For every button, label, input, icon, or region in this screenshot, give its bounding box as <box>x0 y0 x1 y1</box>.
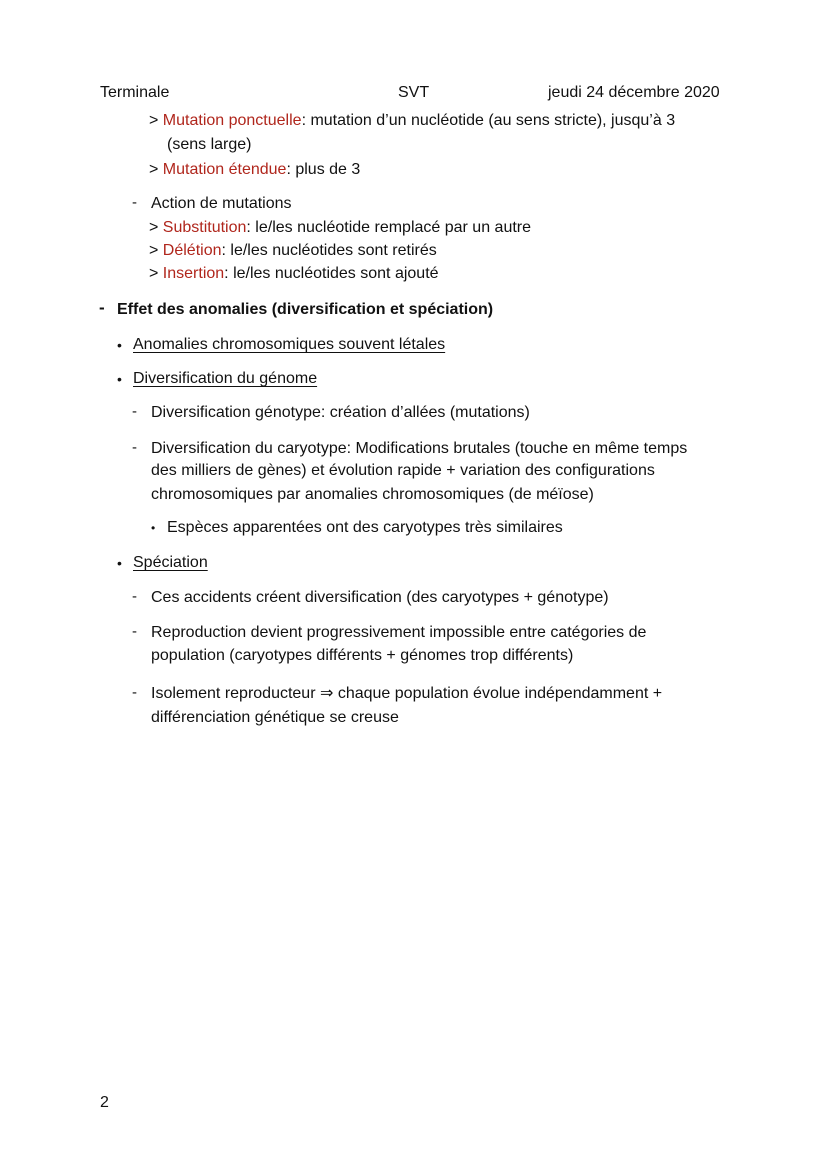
diversification-caryotype-line2: des milliers de gènes) et évolution rapide + variation des configurations <box>151 462 655 479</box>
dash-marker: - <box>132 439 137 456</box>
section-dash-marker: - <box>99 298 105 317</box>
diversification-caryotype-line3: chromosomiques par anomalies chromosomiques (de méïose) <box>151 486 594 503</box>
definition-substitution: : le/les nucléotide remplacé par un autre <box>246 219 532 236</box>
prefix-arrow: > <box>149 242 159 259</box>
prefix-arrow: > <box>149 112 159 129</box>
speciation-isolement-line1: Isolement reproducteur ⇒ chaque population évolue indépendamment + <box>151 685 663 702</box>
term-substitution: Substitution <box>162 219 247 236</box>
action-item-substitution <box>149 217 531 239</box>
bullet-marker: • <box>117 555 122 571</box>
mutation-etendue-line <box>149 159 360 181</box>
dash-marker: - <box>132 194 137 211</box>
term-mutation-etendue: Mutation étendue <box>162 161 287 178</box>
diversification-genotype-text: Diversification génotype: création d’allées (mutations) <box>151 404 530 421</box>
dash-marker: - <box>132 623 137 640</box>
definition-insertion: : le/les nucléotides sont ajouté <box>224 265 439 282</box>
speciation-heading: Spéciation <box>133 554 208 571</box>
bullet-marker: • <box>117 337 122 353</box>
prefix-arrow: > <box>149 219 159 236</box>
mutation-ponctuelle-continuation: (sens large) <box>167 136 252 153</box>
bullet-marker: • <box>117 371 122 387</box>
speciation-accidents-text: Ces accidents créent diversification (des caryotypes + génotype) <box>151 589 609 606</box>
header-date: jeudi 24 décembre 2020 <box>548 84 720 101</box>
header-center: SVT <box>398 84 430 101</box>
action-label: Action de mutations <box>151 195 292 212</box>
prefix-arrow: > <box>149 161 159 178</box>
mutation-ponctuelle-line <box>149 110 675 132</box>
speciation-reproduction-line1: Reproduction devient progressivement impossible entre catégories de <box>151 624 647 641</box>
term-insertion: Insertion <box>162 265 225 282</box>
dash-marker: - <box>132 588 137 605</box>
diversification-heading: Diversification du génome <box>133 370 318 387</box>
term-mutation-ponctuelle: Mutation ponctuelle <box>162 112 302 129</box>
speciation-isolement-line2: différenciation génétique se creuse <box>151 709 399 726</box>
especes-apparentees-text: Espèces apparentées ont des caryotypes très similaires <box>167 519 563 536</box>
definition-deletion: : le/les nucléotides sont retirés <box>221 242 437 259</box>
speciation-reproduction-line2: population (caryotypes différents + génomes trop différents) <box>151 647 574 664</box>
prefix-arrow: > <box>149 265 159 282</box>
header-left: Terminale <box>100 84 170 101</box>
term-deletion: Délétion <box>162 242 222 259</box>
definition-mutation-etendue: : plus de 3 <box>286 161 361 178</box>
action-item-insertion <box>149 263 439 285</box>
diversification-caryotype-line1: Diversification du caryotype: Modifications brutales (touche en même temps <box>151 440 688 457</box>
section-title: Effet des anomalies (diversification et spéciation) <box>117 301 494 318</box>
anomalies-heading: Anomalies chromosomiques souvent létales <box>133 336 446 353</box>
action-item-deletion <box>149 240 437 262</box>
dash-marker: - <box>132 403 137 420</box>
page-number: 2 <box>100 1094 109 1111</box>
sub-bullet-marker: • <box>151 521 156 535</box>
dash-marker: - <box>132 684 137 701</box>
definition-mutation-ponctuelle: : mutation d’un nucléotide (au sens stricte), jusqu’à 3 <box>301 112 676 129</box>
